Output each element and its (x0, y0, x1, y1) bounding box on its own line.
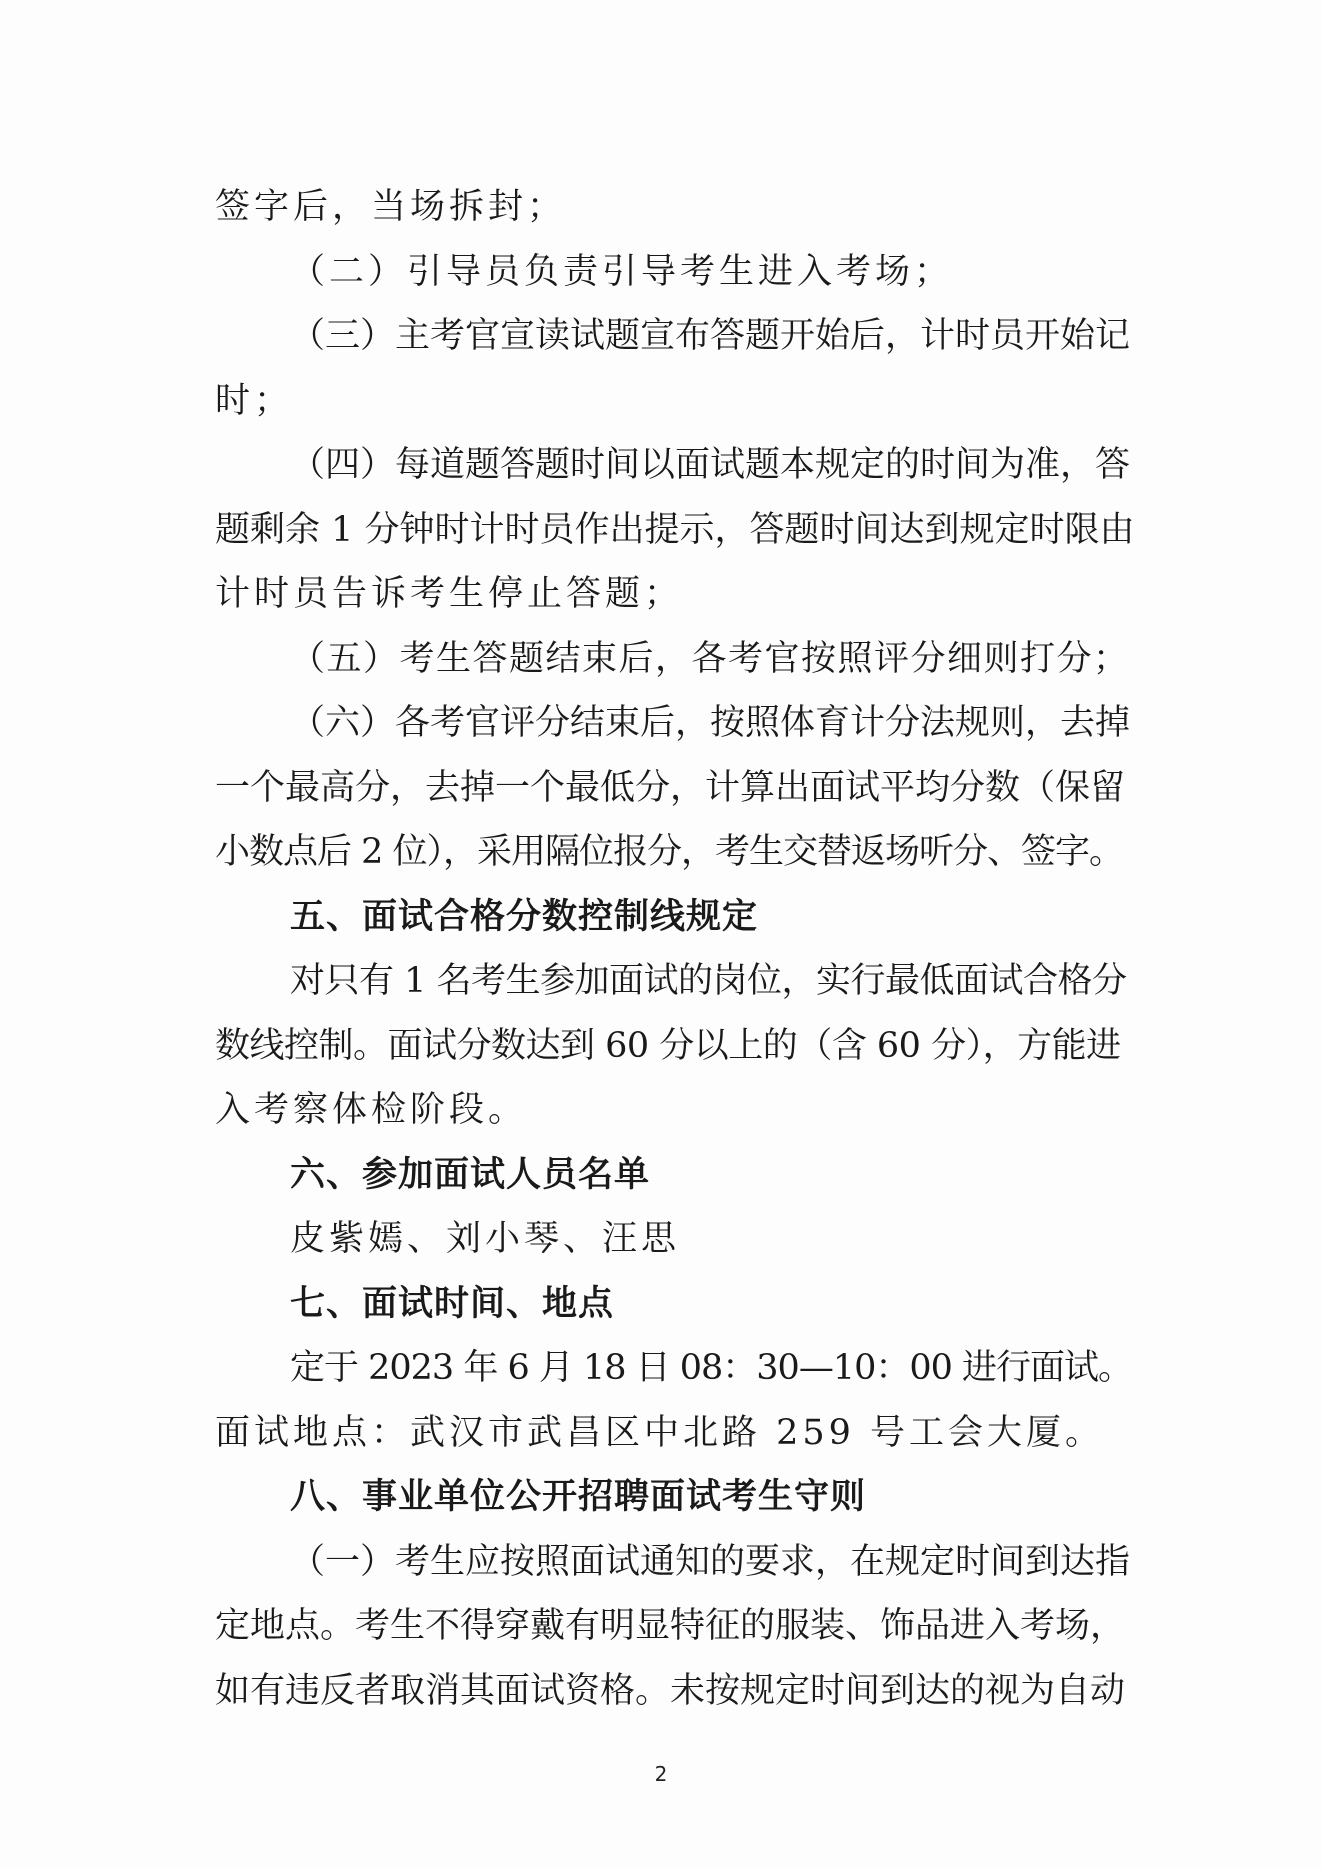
text-line: 面试地点：武汉市武昌区中北路 259 号工会大厦。 (215, 1412, 1105, 1453)
text-line: 定地点。考生不得穿戴有明显特征的服装、饰品进入考场， (215, 1606, 1126, 1646)
section-heading: 八、事业单位公开招聘面试考生守则 (290, 1477, 867, 1517)
text-line: 对只有 1 名考生参加面试的岗位，实行最低面试合格分 (290, 961, 1127, 1001)
text-line: 入考察体检阶段。 (215, 1090, 528, 1130)
text-line: 定于 2023 年 6 月 18 日 08：30—10：00 进行面试。 (290, 1348, 1133, 1388)
text-line: （三）主考官宣读试题宣布答题开始后，计时员开始记 (290, 316, 1131, 356)
text-line: 一个最高分，去掉一个最低分，计算出面试平均分数（保留 (215, 767, 1126, 808)
text-line: 皮紫嫣、刘小琴、汪思 (290, 1219, 681, 1259)
text-line: 题剩余 1 分钟时计时员作出提示，答题时间达到规定时限由 (215, 509, 1135, 550)
section-heading: 五、面试合格分数控制线规定 (290, 896, 759, 937)
text-line: 签字后，当场拆封； (215, 187, 567, 227)
text-line: （四）每道题答题时间以面试题本规定的时间为准，答 (290, 445, 1131, 485)
text-line: （二）引导员负责引导考生进入考场； (290, 251, 954, 292)
text-line: 小数点后 2 位），采用隔位报分，考生交替返场听分、签字。 (215, 832, 1124, 872)
text-line: （一）考生应按照面试通知的要求，在规定时间到达指 (290, 1541, 1131, 1582)
section-heading: 六、参加面试人员名单 (290, 1154, 651, 1195)
text-line: （六）各考官评分结束后，按照体育计分法规则，去掉 (290, 703, 1131, 743)
text-line: 计时员告诉考生停止答题； (215, 574, 684, 614)
text-line: 时； (215, 380, 294, 421)
text-line: 数线控制。面试分数达到 60 分以上的（含 60 分），方能进 (215, 1025, 1121, 1066)
page-number: 2 (654, 1762, 668, 1786)
text-line: （五）考生答题结束后，各考官按照评分细则打分； (290, 638, 1130, 679)
document-body (215, 175, 1135, 1723)
section-heading: 七、面试时间、地点 (290, 1283, 615, 1324)
text-line: 如有违反者取消其面试资格。未按规定时间到达的视为自动 (215, 1670, 1126, 1711)
